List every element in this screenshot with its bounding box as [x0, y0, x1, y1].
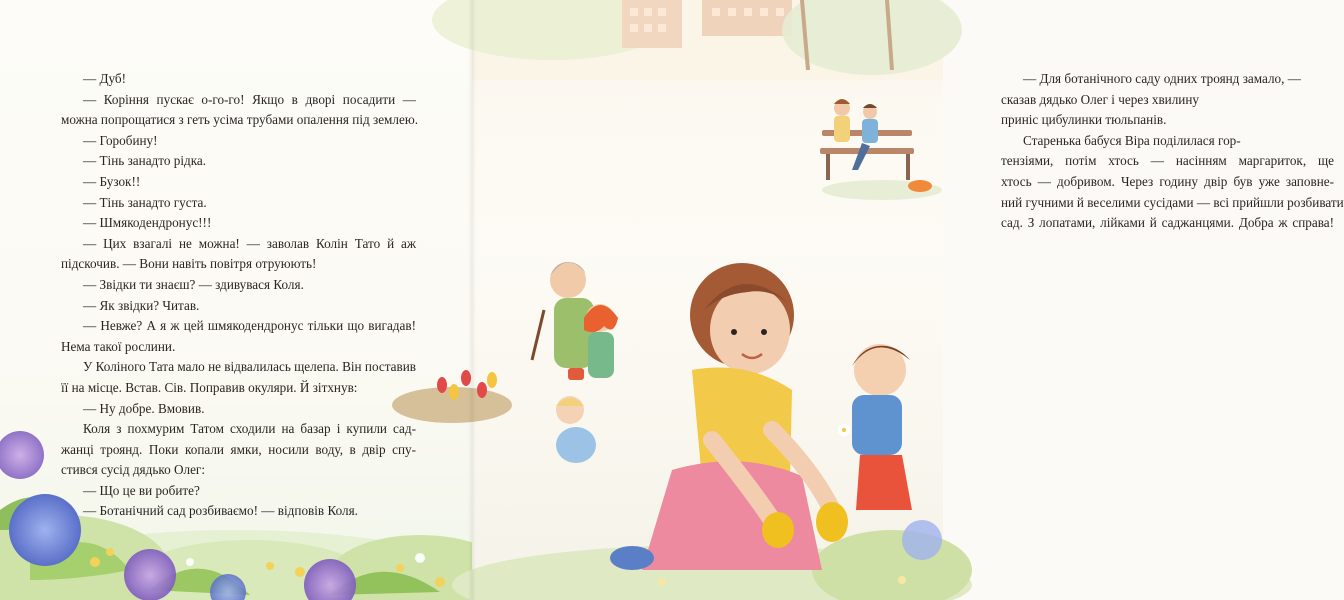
text-line: жанці троянд. Поки копали ямки, носили воду, в двір спу- — [61, 441, 416, 457]
grandma-figure — [532, 262, 594, 368]
text-line: У Коліного Тата мало не відвалилась щелепа. Він поставив — [83, 359, 417, 375]
text-line: хтось — добривом. Через годину двір був уже заповне- — [1001, 173, 1334, 189]
book-gutter — [468, 0, 476, 600]
bench-neighbors-illustration — [812, 90, 942, 200]
mother-figure — [610, 263, 848, 570]
text-line: — Як звідки? Читав. — [83, 297, 200, 313]
text-line: — Цих взагалі не можна! — заволав Колін Тато й аж — [83, 235, 416, 251]
text-line: — Горобину! — [83, 132, 158, 148]
text-line: — Для ботанічного саду одних троянд замало, — — [1023, 71, 1301, 86]
boy-figure — [838, 344, 912, 510]
text-line: — Шмякодендронус!!! — [83, 215, 212, 231]
text-line: підскочив. — Вони навіть повітря отруюють! — [61, 256, 317, 272]
text-line: Нема такої рослини. — [61, 338, 176, 354]
text-line: Старенька бабуся Віра поділилася гор- — [1023, 132, 1241, 148]
city-background-illustration — [472, 0, 943, 80]
text-line: — Ну добре. Вмовив. — [83, 400, 205, 416]
text-line: сад. З лопатами, лійками й саджанцями. Добра ж справа! — [1001, 215, 1334, 231]
right-page-text — [1001, 69, 1344, 234]
left-page — [0, 0, 472, 600]
text-line: — Дуб! — [83, 71, 127, 86]
text-line: сказав дядько Олег і через хвилину — [1001, 91, 1200, 107]
text-line: Коля з похмурим Татом сходили на базар і купили сад- — [83, 421, 416, 437]
text-line: — Тінь занадто густа. — [83, 194, 207, 210]
text-line: — Невже? А я ж цей шмякодендронус тільки що вигадав! — [83, 318, 416, 334]
text-line: — Коріння пускає о-го-го! Якщо в дворі посадити — — [83, 91, 416, 107]
text-line: ний гучними й веселими сусідами — всі прийшли розбивати — [1001, 194, 1344, 210]
text-line: — Бузок!! — [83, 173, 141, 189]
text-line: — Що це ви робите? — [83, 482, 200, 498]
gardening-family-illustration — [472, 240, 943, 600]
text-line: — Звідки ти знаєш? — здивувася Коля. — [83, 276, 304, 292]
text-line: тензіями, потім хтось — насінням маргариток, ще — [1001, 153, 1334, 169]
text-line: можна попрощатися з геть усіма трубами опалення під землею. — [61, 112, 418, 128]
right-page — [472, 0, 1344, 600]
toddler-figure — [556, 396, 596, 463]
text-line: — Тінь занадто рідка. — [83, 153, 207, 169]
text-line: приніс цибулинки тюльпанів. — [1001, 112, 1167, 128]
text-line: стився сусід дядько Олег: — [61, 462, 205, 478]
text-line: її на місце. Встав. Сів. Поправив окуляри. Й зітхнув: — [61, 379, 358, 395]
left-page-text — [61, 69, 416, 522]
text-line: — Ботанічний сад розбиваємо! — відповів Коля. — [83, 503, 358, 519]
